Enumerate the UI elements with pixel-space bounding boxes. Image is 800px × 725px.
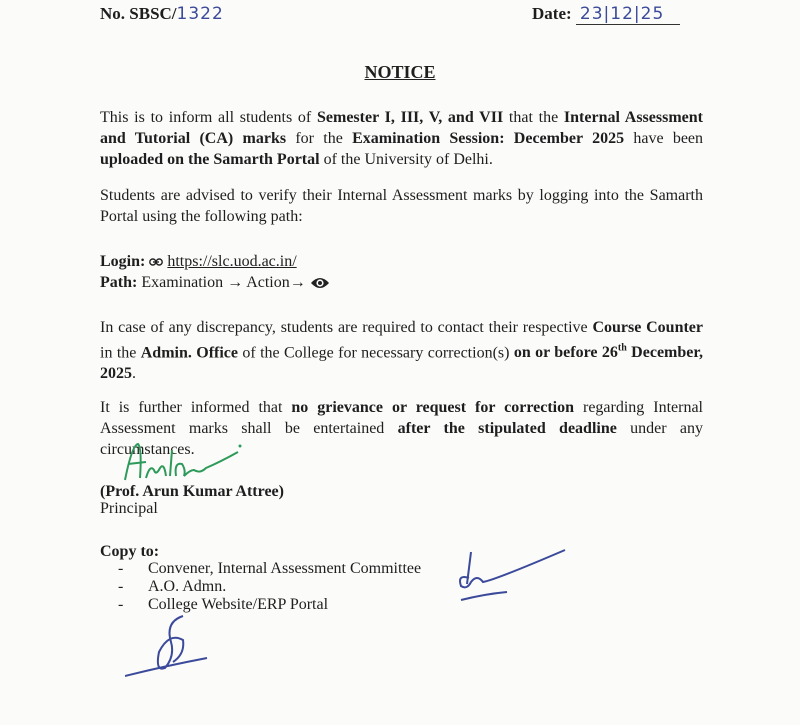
exam-session: Examination Session: December 2025 [352, 130, 625, 147]
copy-to-label: Copy to: [100, 543, 160, 560]
text: for the [286, 130, 353, 147]
stipulated-deadline: after the stipulated deadline [397, 420, 617, 437]
list-item: - College Website/ERP Portal [118, 596, 329, 613]
text: This is to inform all students of [100, 109, 317, 126]
paragraph-discrepancy [100, 317, 703, 384]
text: of the College for necessary correction(s) [238, 344, 514, 362]
countersign-signature-icon [125, 612, 215, 687]
ordinal-suffix: th [617, 343, 627, 354]
text: that the [503, 109, 564, 126]
date-field [532, 4, 680, 25]
eye-icon [310, 276, 330, 295]
copy-recipient: A.O. Admn. [148, 578, 227, 595]
text: have been [624, 130, 704, 147]
date-handwritten-value: 23|12|25 [576, 4, 680, 25]
signatory-name: (Prof. Arun Kumar Attree) [100, 483, 284, 500]
no-grievance: no grievance or request for correction [291, 399, 575, 416]
initials-signature-icon [455, 548, 575, 613]
path-label: Path: [100, 274, 138, 291]
text: . [132, 365, 136, 383]
date-label: Date: [532, 4, 572, 23]
portal-info: uploaded on the Samarth Portal [100, 151, 320, 168]
link-icon [149, 253, 163, 271]
copy-recipient: Convener, Internal Assessment Committee [148, 560, 422, 577]
signatory-designation: Principal [100, 500, 158, 517]
paragraph-upload-info [100, 107, 703, 170]
text: regarding Internal Assessment marks shall be entertained [100, 399, 703, 437]
path-value: Examination → Action→ [141, 274, 306, 291]
deadline-day: on or before 26 [513, 344, 618, 362]
paragraph-verify-instructions: Students are advised to verify their Internal Assessment marks by logging into the Samarth Portal using the following path: [100, 187, 703, 225]
page-title: NOTICE [364, 62, 436, 82]
list-item: - A.O. Admn. [118, 578, 227, 595]
text: under any circumstances. [100, 420, 704, 458]
semesters: Semester I, III, V, and VII [317, 109, 504, 126]
copy-recipient: College Website/ERP Portal [148, 596, 329, 613]
text: In case of any discrepancy, students are required to contact their respective [100, 319, 593, 336]
path-line [100, 274, 330, 295]
text: It is further informed that [100, 399, 292, 416]
text: of the University of Delhi. [319, 151, 493, 168]
login-label: Login: [100, 253, 146, 270]
login-line [100, 253, 297, 271]
reference-number [100, 4, 224, 24]
reference-label: No. SBSC/ [100, 4, 177, 23]
admin-office: Admin. Office [140, 344, 238, 362]
text: in the [100, 344, 141, 362]
reference-handwritten-number: 1322 [176, 4, 224, 24]
copy-to-list [118, 560, 421, 614]
list-item: - Convener, Internal Assessment Committee [118, 560, 422, 577]
marks-type: Internal Assessment and Tutorial (CA) marks [100, 109, 703, 147]
deadline-month-year: December, 2025 [100, 344, 704, 383]
portal-link[interactable]: https://slc.uod.ac.in/ [167, 253, 297, 270]
course-counter: Course Counter [592, 319, 704, 336]
